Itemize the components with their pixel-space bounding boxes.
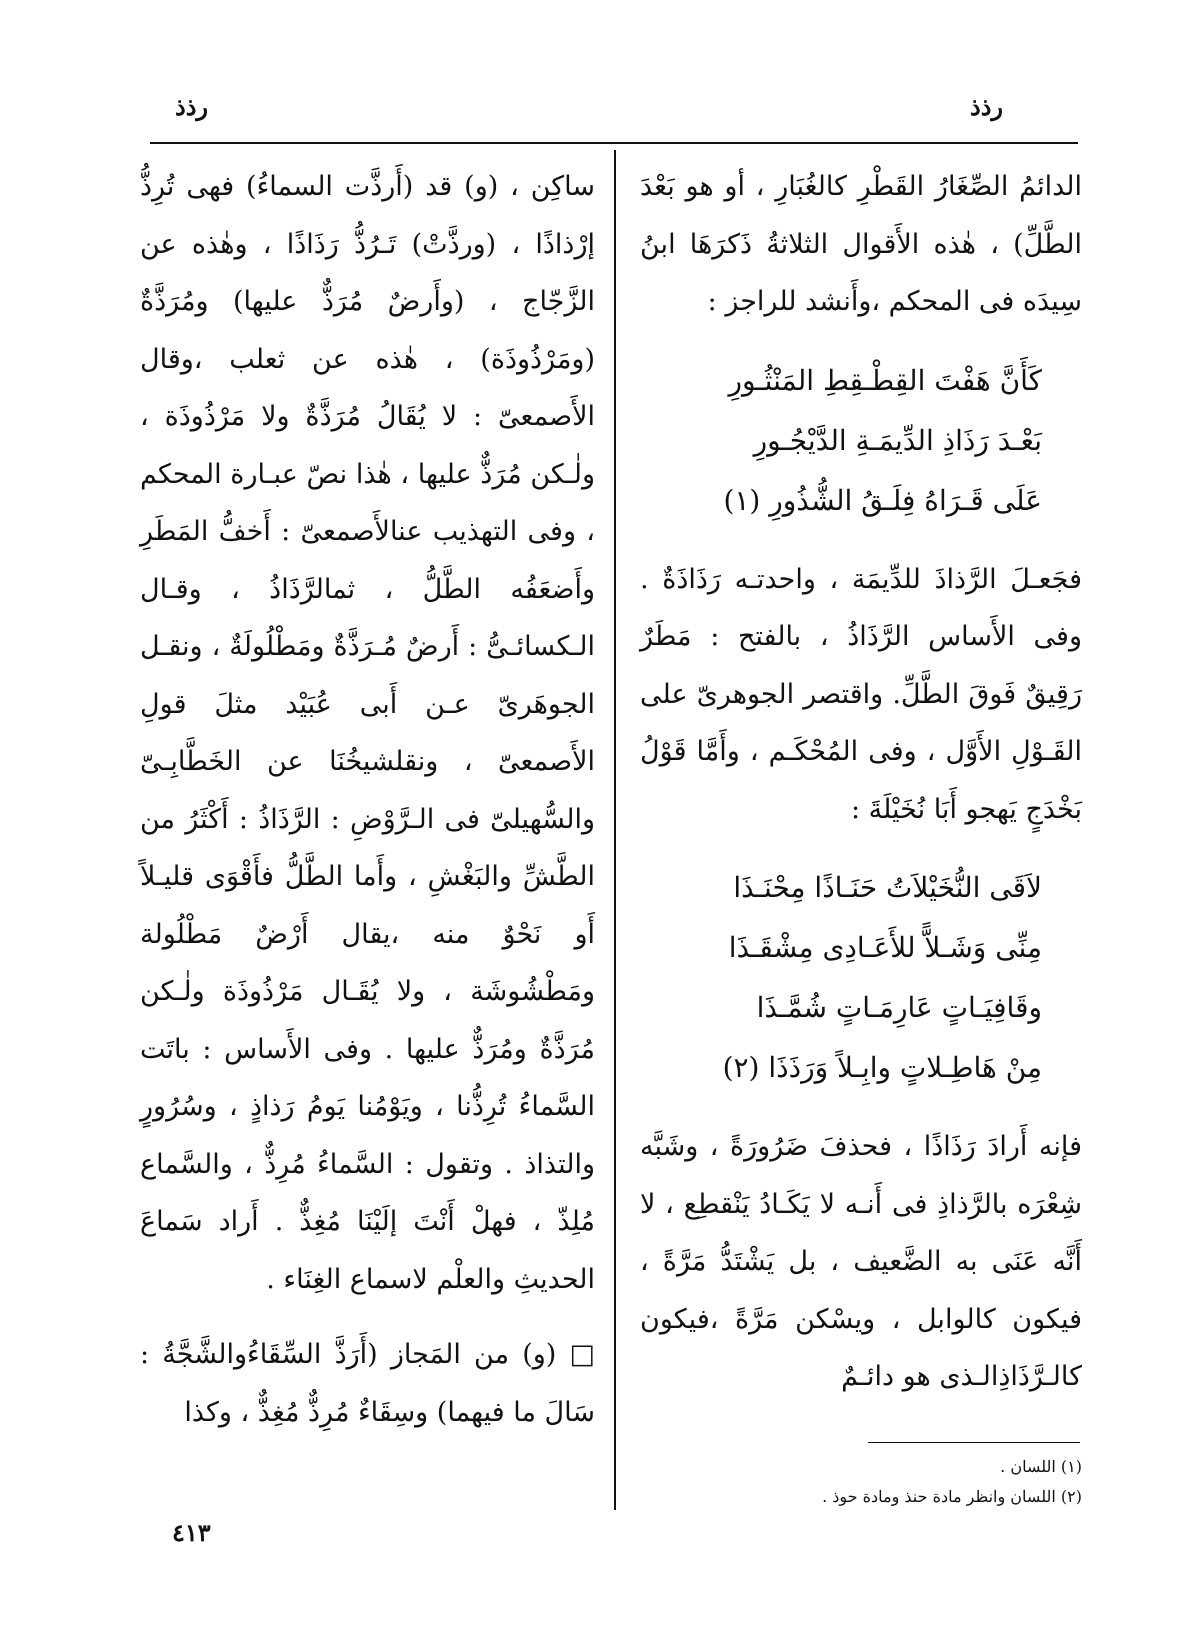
verse-line: وقَافِيَـاتٍ عَارِمَـاتٍ شُمَّـذَا [756, 991, 1042, 1024]
right-paragraph-1: الدائمُ الصِّغَارُ القَطْرِ كالغُبَارِ ، أو هو بَعْدَ الطَّلِّ) ، هٰذه الأَقوال الثلاثةُ ذَكرَهَا ابنُ سِيدَه فى المحكم ،وأَنشد للراجز : [640, 171, 1082, 317]
left-paragraph-2: □ (و) من المَجاز (أَرَذَّ السِّقَاءُوالشَّجَّةُ : سَالَ ما فيهما) وسِقَاءٌ مُرِذٌّ مُغِذٌّ ، وكذا [140, 1339, 595, 1428]
running-head-left: رذذ [175, 92, 208, 121]
running-head-right: رذذ [970, 92, 1003, 121]
footnote-2: (٢) اللسان وانظر مادة حنذ ومادة حوذ . [822, 1487, 1082, 1506]
verse-line: مِنْ هَاطِـلاتٍ وابِـلاً وَرَذَذَا (٢) [722, 1051, 1042, 1084]
page-number: ٤١٣ [172, 1518, 211, 1547]
left-column [140, 158, 595, 1459]
right-column [640, 158, 1082, 1406]
verse-line: لاَقَى النُّخَيْلاَتُ حَنَـاذًا مِحْنَـذَا [733, 871, 1042, 904]
footnote-1: (١) اللسان . [1000, 1457, 1082, 1476]
verse-line: عَلَى قَـرَاهُ فِلَـقُ الشُّذُورِ (١) [723, 483, 1042, 517]
right-paragraph-2: فجَعـلَ الرَّذاذَ للدِّيمَة ، واحدتـه رَذَاذَةٌ . وفى الأَساس الرَّذَاذُ ، بالفتح : مَطَرٌ رَقِيقٌ فَوقَ الطَّلِّ. واقتصر الجوهرىّ على القَـوْلِ الأَوَّل ، وفى المُحْكَـم ، وأَمَّا قَوْلُ بَخْدَجٍ يَهجو أَبَا نُخَيْلَةَ : [640, 563, 1082, 825]
verse-line: بَعْـدَ رَذَاذِ الدِّيمَـةِ الدَّيْجُـورِ [753, 423, 1042, 457]
header-rule [150, 142, 1078, 144]
verse-line: مِنِّى وَشَـلاًّ للأَعَـادِى مِشْقَـذَا [728, 931, 1042, 964]
verse-block-1 [640, 351, 1082, 531]
verse-line: كَأَنَّ هَفْتَ القِطْـقِطِ المَنْثُـورِ [728, 363, 1042, 397]
verse-block-2 [640, 858, 1082, 1098]
left-paragraph-1: ساكِن ، (و) قد (أَرذَّت السماءُ) فهى تُرِذُّ إرْذاذًا ، (ورذَّتْ) تَـرُذُّ رَذَاذًا ، وهٰذه عن الزَّجّاج ، (وأَرضٌ مُرَذٌّ عليها) ومُرَذَّةٌ (ومَرْذُوذَة) ، هٰذه عن ثعلب ،وقال الأَصمعىّ : لا يُقَالُ مُرَذَّةٌ ولا مَرْذُوذَة ، ولٰـكن مُرَذٌّ عليها ، هٰذا نصّ عبـارة المحكم ، وفى التهذيب عنالأَصمعىّ : أَخفُّ المَطَرِ وأَضعَفُه الطَّلُّ ، ثمالرَّذَاذُ ، وقـال الـكسائـىُّ : أَرضٌ مُـرَذَّةٌ ومَطْلُولَةٌ ، ونقـل الجوهَرىّ عـن أَبى عُبَيْد مثلَ قولِ الأَصمعىّ ، ونقلشيخُنَا عن الخَطَّابِـىّ والسُّهيلىّ فى الـرَّوْضِ : الرَّذَاذُ : أَكْثَرُ من الطَّشِّ والبَغْشِ ، وأَما الطَّلُّ فأَقْوَى قليـلاً أَو نَحْوٌ منه ،يقال أَرْضٌ مَطْلُولة ومَطْشُوشَة ، ولا يُقَـال مَرْذُوذَة ولٰـكن مُرَذَّةٌ ومُرَذٌّ عليها . وفى الأَساس : باتَت السَّماءُ تُرِذُّنا ، ويَوْمُنا يَومُ رَذاذٍ ، وسُرُورٍ والتذاذ . وتقول : السَّماءُ مُرِذٌّ ، والسَّماع مُلِذّ ، فهلْ أَنْتَ إلَيْنَا مُغِذٌّ . أَراد سَماعَ الحديثِ والعلْم لاسماع الغِنَاء . [140, 171, 595, 1295]
footnotes [640, 1452, 1082, 1512]
column-divider [614, 150, 616, 1510]
right-paragraph-3: فإنه أَرادَ رَذَاذًا ، فحذفَ ضَرُورَةً ، وشَبَّه شِعْرَه بالرَّذاذِ فى أَنـه لا يَكَـادُ يَنْقطِع ، لا أَنَّه عَنَى به الضَّعيف ، بل يَشْتَدُّ مَرَّةً ، فيكون كالوابل ، ويسْكن مَرَّةً ،فيكون كالـرَّذَاذِالـذى هو دائـمٌ [640, 1131, 1082, 1392]
footnote-rule [868, 1442, 1080, 1443]
